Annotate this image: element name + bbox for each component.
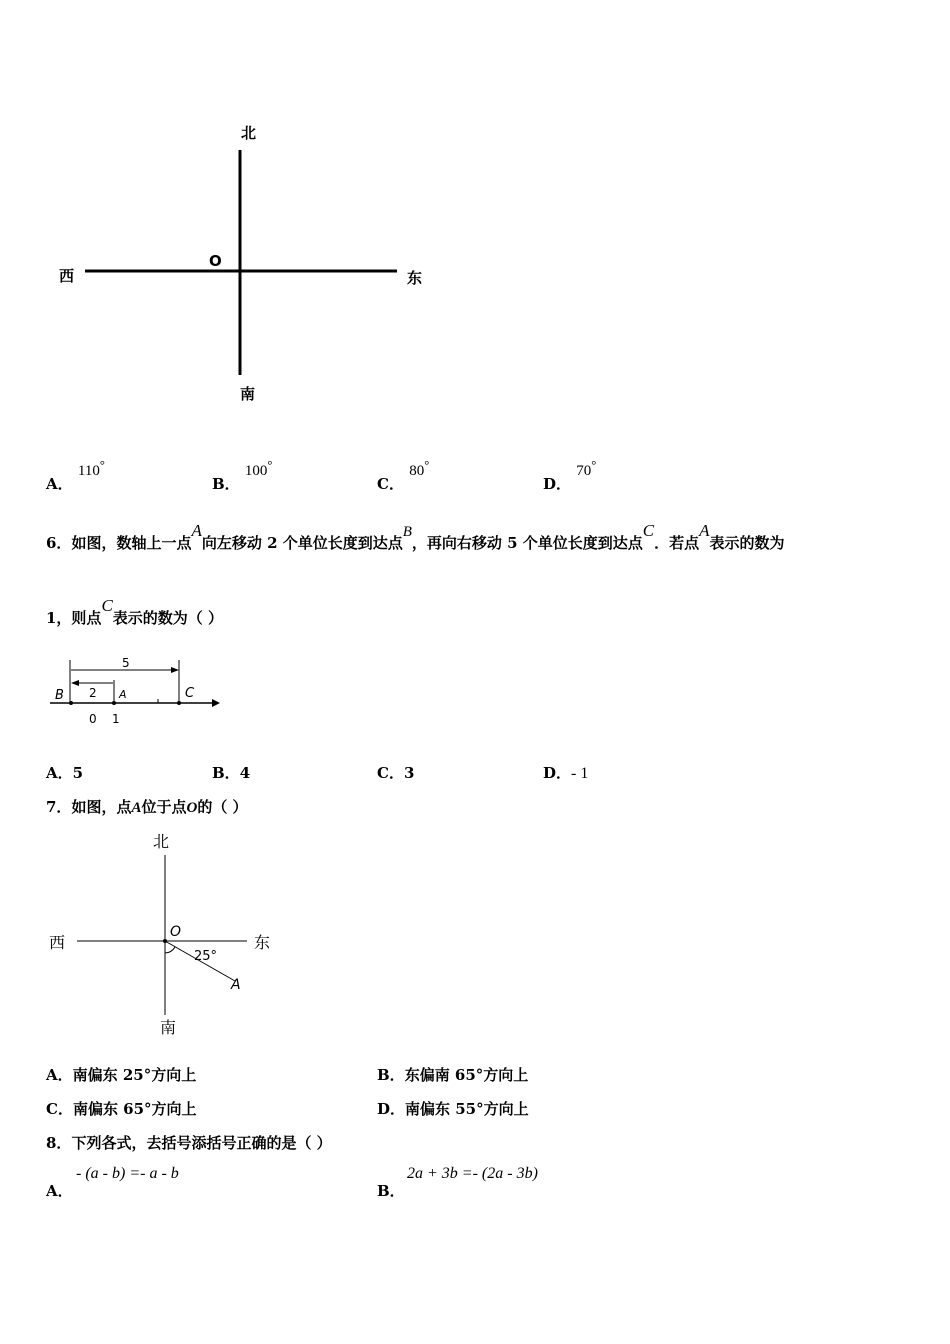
label-c: C [185,686,195,701]
q6-option-b[interactable]: B．4 [212,764,251,782]
number-line-arrow [212,699,220,707]
tick-one: 1 [112,712,120,726]
label-a: A [119,688,127,701]
q8-option-b[interactable]: B． 2a + 3b =- (2a - 3b) [377,1165,538,1200]
origin-label: O [170,924,182,940]
label-b: B [55,688,64,703]
number-line-diagram [40,652,230,732]
west-label: 西 [49,933,66,952]
south-label: 南 [160,1018,177,1037]
q6-question-line2: 1，则点C表示的数为（ ） [46,596,224,627]
tick-zero: 0 [89,712,97,726]
q5-option-c[interactable]: C． 80° [377,458,430,493]
q5-option-a[interactable]: A． 110° [46,458,105,493]
angle-arc [165,947,175,953]
q6-option-a[interactable]: A．5 [46,764,84,782]
q7-question: 7．如图，点A位于点O的（ ） [46,798,248,816]
q8-option-a-expr: - (a - b) =- a - b [76,1165,179,1182]
q5-option-b[interactable]: B． 100° [212,458,273,493]
q6-option-d[interactable]: D．- 1 [543,764,589,782]
angle-label: 25° [194,949,218,964]
west-label: 西 [59,267,75,285]
q6-question-line1: 6．如图，数轴上一点A向左移动 2 个单位长度到达点B，再向右移动 5 个单位长度到达点C．若点A表示的数为 [46,521,785,552]
east-label: 东 [407,269,423,287]
q7-option-b[interactable]: B．东偏南 65°方向上 [377,1066,529,1084]
q8-option-b-expr: 2a + 3b =- (2a - 3b) [407,1165,538,1182]
point-a-label: A [231,977,241,993]
q6-option-c[interactable]: C．3 [377,764,415,782]
compass-diagram-2 [40,825,290,1045]
north-label: 北 [153,832,170,851]
q8-option-a[interactable]: A． - (a - b) =- a - b [46,1165,179,1200]
q8-question: 8．下列各式，去括号添括号正确的是（ ） [46,1134,332,1152]
q5-option-d[interactable]: D． 70° [543,458,597,493]
label-two: 2 [89,686,97,700]
q7-option-a[interactable]: A．南偏东 25°方向上 [46,1066,197,1084]
south-label: 南 [240,385,256,403]
q7-option-d[interactable]: D．南偏东 55°方向上 [377,1100,529,1118]
east-label: 东 [254,933,271,952]
q7-option-c[interactable]: C．南偏东 65°方向上 [46,1100,197,1118]
compass-diagram-1 [0,0,450,420]
label-five: 5 [122,656,130,670]
north-label: 北 [241,124,257,142]
origin-label: O [209,252,222,270]
